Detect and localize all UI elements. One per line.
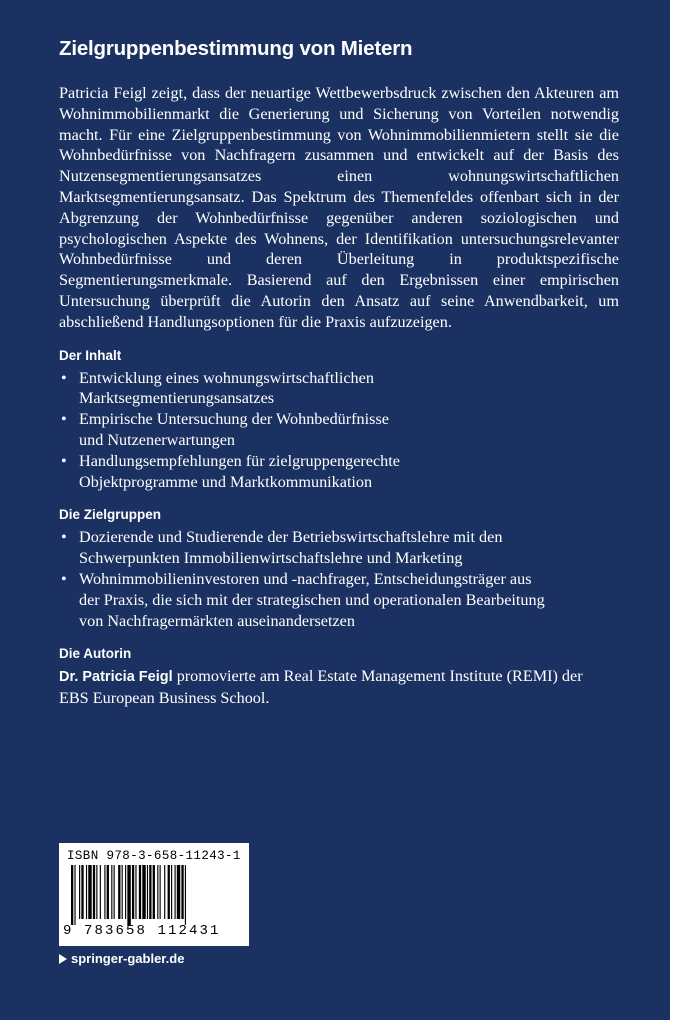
- barcode-bar: [86, 865, 87, 919]
- cover-text: [59, 36, 619, 709]
- barcode-bar: [81, 865, 83, 919]
- isbn-number: ISBN 978-3-658-11243-1: [67, 849, 241, 863]
- arrow-right-icon: [59, 954, 67, 964]
- list-item: [59, 527, 619, 569]
- bullet-icon: •: [61, 569, 67, 588]
- barcode-bar: [111, 865, 112, 919]
- barcode-bar: [93, 865, 95, 919]
- list-item-line: Entwicklung eines wohnungswirtschaftlichen: [79, 368, 374, 387]
- barcode-bar: [96, 865, 97, 919]
- barcode-bar: [168, 865, 170, 919]
- contents-heading: Der Inhalt: [59, 347, 122, 363]
- list-item-line: und Nutzenerwartungen: [79, 430, 235, 449]
- list-item-line: Objektprogramme und Marktkommunikation: [79, 472, 373, 491]
- barcode-bar: [185, 865, 186, 925]
- audience-heading: Die Zielgruppen: [59, 507, 162, 523]
- barcode-bar: [147, 865, 148, 919]
- list-item-line: der Praxis, die sich mit der strategischen und operationalen Bearbeitung: [79, 590, 545, 609]
- website-url[interactable]: springer-gabler.de: [71, 951, 185, 966]
- barcode-bar: [125, 865, 126, 919]
- list-item-line: Empirische Untersuchung der Wohnbedürfnisse: [79, 410, 389, 429]
- list-item: [59, 451, 619, 493]
- barcode-bar: [175, 865, 176, 919]
- barcode-bar: [122, 865, 123, 919]
- barcode-bar: [74, 865, 75, 925]
- list-item-line: von Nachfragermärkten auseinandersetzen: [79, 611, 355, 630]
- barcode-bar: [127, 865, 130, 925]
- barcode-bar: [157, 865, 158, 919]
- barcode-bar: [139, 865, 141, 919]
- barcode-bar: [100, 865, 101, 919]
- barcode-bar: [118, 865, 120, 919]
- author-bio: [59, 666, 619, 709]
- author-heading: Die Autorin: [59, 646, 132, 662]
- list-item-line: Handlungsempfehlungen für zielgruppengerechte: [79, 451, 400, 470]
- barcode-bar: [164, 865, 165, 919]
- barcode-bar: [149, 865, 151, 919]
- contents-list: [59, 368, 619, 493]
- barcode-bar: [79, 865, 80, 919]
- book-title: Zielgruppenbestimmung von Mietern: [59, 37, 413, 60]
- bullet-icon: •: [61, 528, 67, 547]
- barcode-bar: [107, 865, 109, 919]
- list-item-line: Schwerpunkten Immobilienwirtschaftslehre und Marketing: [79, 549, 463, 568]
- barcode-bar: [181, 865, 183, 919]
- blurb-paragraph: Patricia Feigl zeigt, dass der neuartige Wettbewerbsdruck zwischen den Akteuren am Wohnimmobilienmarkt die Generierung und Sicherung von Vorteilen notwendig macht. Für eine Zielgruppenbestimmung von Wohnimmobilienmietern stellt sie die Wohnbedürfnisse von Nachfragern zusammen und entwickelt auf der Basis des Nutzensegmentierungsansatzes einen wohnungswirtschaftlichen Marktsegmentierungsansatz. Das Spektrum des Themenfeldes offenbart sich in der Abgrenzung der Wohnbedürfnisse gegenüber anderen soziologischen und psychologischen Aspekte des Wohnens, der Identifikation untersuchungsrelevanter Wohnbedürfnisse und deren Überleitung in produktspezifische Segmentierungsmerkmale. Basierend auf den Ergebnissen einer empirischen Untersuchung überprüft die Autorin den Ansatz auf seine Anwendbarkeit, um abschließend Handlungsoptionen für die Praxis aufzuzeigen.: [59, 84, 619, 331]
- author-name: Dr. Patricia Feigl: [59, 669, 173, 686]
- author-bio-text: promovierte am Real Estate Management Institute (REMI) der: [172, 667, 583, 686]
- bullet-icon: •: [61, 410, 67, 429]
- barcode-bar: [153, 865, 155, 919]
- isbn-barcode: [59, 843, 249, 946]
- publisher-website[interactable]: [59, 951, 184, 966]
- barcode-bar: [177, 865, 180, 919]
- author-bio-text: EBS European Business School.: [59, 689, 270, 708]
- bullet-icon: •: [61, 451, 67, 470]
- audience-list: [59, 527, 619, 631]
- barcode-icon: [69, 865, 239, 925]
- barcode-bar: [171, 865, 172, 919]
- list-item: [59, 368, 619, 410]
- list-item-line: Dozierende und Studierende der Betriebswirtschaftslehre mit den: [79, 528, 503, 547]
- barcode-bar: [71, 865, 73, 925]
- barcode-bar: [88, 865, 91, 919]
- barcode-bar: [135, 865, 136, 919]
- bullet-icon: •: [61, 368, 67, 387]
- list-item-line: Marktsegmentierungsansatzes: [79, 389, 275, 408]
- barcode-bar: [142, 865, 145, 919]
- list-item: [59, 409, 619, 451]
- barcode-digits: 9 783658 112431: [63, 923, 221, 939]
- barcode-bar: [104, 865, 105, 919]
- list-item-line: Wohnimmobilieninvestoren und -nachfrager, Entscheidungsträger aus: [79, 569, 532, 588]
- barcode-bar: [160, 865, 161, 919]
- barcode-bar: [114, 865, 115, 919]
- list-item: [59, 569, 619, 631]
- barcode-bar: [132, 865, 134, 919]
